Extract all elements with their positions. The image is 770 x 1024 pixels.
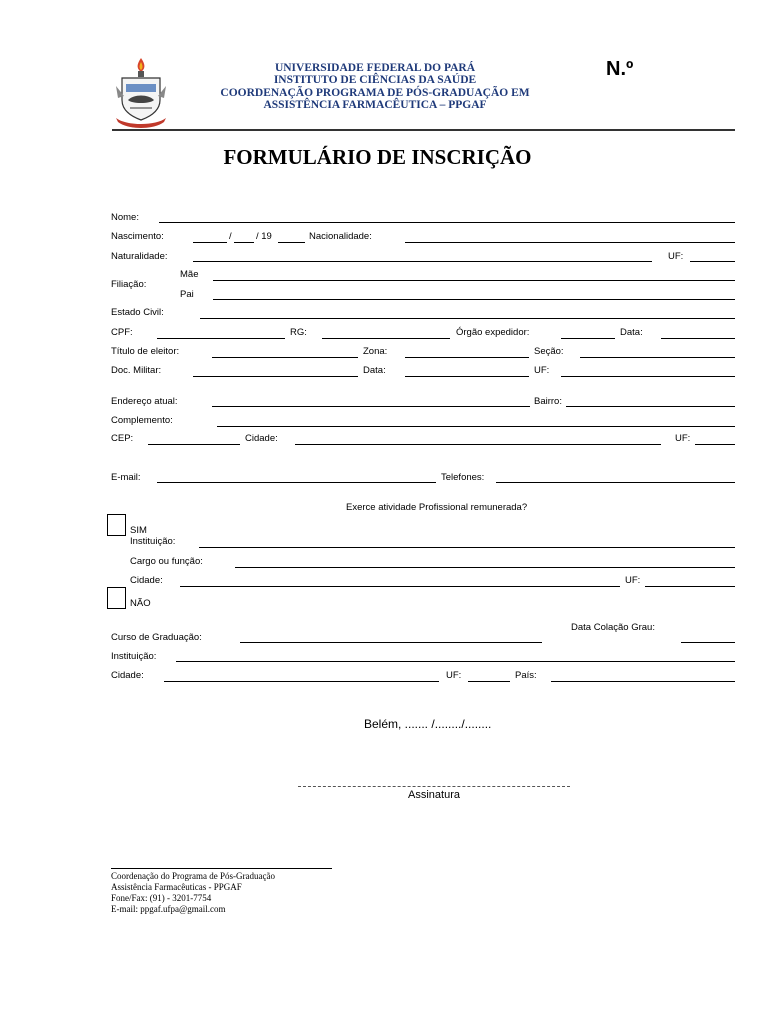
grad-uf-label: UF: — [446, 670, 462, 681]
university-logo — [112, 56, 170, 130]
nascimento-label: Nascimento: — [111, 231, 164, 242]
email-label: E-mail: — [111, 472, 141, 483]
doc-militar-label: Doc. Militar: — [111, 365, 162, 376]
emp-uf-field[interactable] — [645, 586, 735, 587]
form-number-label: N.º — [606, 58, 634, 80]
mae-label: Mãe — [180, 269, 199, 280]
doc-militar-uf-label: UF: — [534, 365, 550, 376]
pai-label: Pai — [180, 289, 194, 300]
employment-question: Exerce atividade Profissional remunerada? — [346, 502, 528, 513]
data-colacao-field[interactable] — [681, 642, 735, 643]
pai-field[interactable] — [213, 299, 735, 300]
nacionalidade-label: Nacionalidade: — [309, 231, 372, 242]
naturalidade-uf-label: UF: — [668, 251, 684, 262]
cidade-uf-field[interactable] — [695, 444, 735, 445]
birth-year-field[interactable] — [278, 242, 305, 243]
complemento-field[interactable] — [217, 426, 735, 427]
grad-uf-field[interactable] — [468, 681, 510, 682]
university-coat-of-arms-icon — [112, 56, 170, 130]
nome-label: Nome: — [111, 212, 139, 223]
date-separator: / — [229, 231, 232, 242]
birth-day-field[interactable] — [193, 242, 227, 243]
doc-militar-field[interactable] — [193, 376, 358, 377]
header-divider — [112, 129, 735, 131]
signature-line[interactable] — [298, 786, 570, 787]
zona-label: Zona: — [363, 346, 388, 357]
nacionalidade-field[interactable] — [405, 242, 735, 243]
estado-civil-field[interactable] — [200, 318, 735, 319]
orgao-expedidor-field[interactable] — [561, 338, 615, 339]
cep-label: CEP: — [111, 433, 134, 444]
secao-label: Seção: — [534, 346, 564, 357]
cpf-label: CPF: — [111, 327, 133, 338]
grad-cidade-label: Cidade: — [111, 670, 144, 681]
footer-coordination: Coordenação do Programa de Pós-Graduação — [111, 871, 275, 881]
email-field[interactable] — [157, 482, 436, 483]
rg-data-field[interactable] — [661, 338, 735, 339]
nome-field[interactable] — [159, 222, 735, 223]
titulo-eleitor-field[interactable] — [212, 357, 358, 358]
naturalidade-label: Naturalidade: — [111, 251, 168, 262]
secao-field[interactable] — [580, 357, 735, 358]
emp-uf-label: UF: — [625, 575, 641, 586]
cargo-field[interactable] — [235, 567, 735, 568]
endereco-label: Endereço atual: — [111, 396, 178, 407]
zona-field[interactable] — [405, 357, 529, 358]
birth-month-field[interactable] — [234, 242, 254, 243]
place-date: Belém, ....... /......../........ — [364, 717, 492, 731]
nao-checkbox[interactable] — [107, 587, 126, 609]
sim-checkbox[interactable] — [107, 514, 126, 536]
doc-militar-uf-field[interactable] — [561, 376, 735, 377]
cep-field[interactable] — [148, 444, 240, 445]
complemento-label: Complemento: — [111, 415, 173, 426]
orgao-expedidor-label: Órgão expedidor: — [456, 327, 530, 338]
cidade-label: Cidade: — [245, 433, 278, 444]
sim-label: SIM — [130, 525, 147, 536]
rg-field[interactable] — [322, 338, 450, 339]
grad-cidade-field[interactable] — [164, 681, 439, 682]
bairro-field[interactable] — [566, 406, 735, 407]
emp-instituicao-field[interactable] — [199, 547, 735, 548]
page-title: FORMULÁRIO DE INSCRIÇÃO — [223, 145, 532, 169]
mae-field[interactable] — [213, 280, 735, 281]
emp-cidade-label: Cidade: — [130, 575, 163, 586]
curso-graduacao-label: Curso de Graduação: — [111, 632, 202, 643]
nao-label: NÃO — [130, 598, 151, 609]
grad-instituicao-field[interactable] — [176, 661, 735, 662]
data-colacao-label: Data Colação Grau: — [571, 622, 655, 633]
header-university: UNIVERSIDADE FEDERAL DO PARÁ — [274, 62, 476, 74]
pais-field[interactable] — [551, 681, 735, 682]
cidade-uf-label: UF: — [675, 433, 691, 444]
telefones-field[interactable] — [496, 482, 735, 483]
rg-data-label: Data: — [620, 327, 643, 338]
cpf-field[interactable] — [157, 338, 285, 339]
doc-militar-data-label: Data: — [363, 365, 386, 376]
signature-label: Assinatura — [408, 789, 460, 801]
naturalidade-field[interactable] — [193, 261, 652, 262]
titulo-eleitor-label: Título de eleitor: — [111, 346, 180, 357]
cargo-label: Cargo ou função: — [130, 556, 203, 567]
date-year-prefix: / 19 — [256, 231, 272, 242]
header-institute: INSTITUTO DE CIÊNCIAS DA SAÚDE — [273, 74, 477, 86]
endereco-field[interactable] — [212, 406, 530, 407]
footer-phone: Fone/Fax: (91) - 3201-7754 — [111, 893, 212, 903]
filiacao-label: Filiação: — [111, 279, 147, 290]
curso-graduacao-field[interactable] — [240, 642, 542, 643]
header-coordination: COORDENAÇÃO PROGRAMA DE PÓS-GRADUAÇÃO EM — [220, 87, 530, 99]
naturalidade-uf-field[interactable] — [690, 261, 735, 262]
cidade-field[interactable] — [295, 444, 661, 445]
header-program: ASSISTÊNCIA FARMACÊUTICA – PPGAF — [263, 99, 487, 111]
estado-civil-label: Estado Civil: — [111, 307, 164, 318]
grad-instituicao-label: Instituição: — [111, 651, 157, 662]
rg-label: RG: — [290, 327, 307, 338]
footer-divider — [111, 868, 332, 869]
pais-label: País: — [515, 670, 537, 681]
telefones-label: Telefones: — [441, 472, 485, 483]
footer-email: E-mail: ppgaf.ufpa@gmail.com — [111, 904, 226, 914]
emp-cidade-field[interactable] — [180, 586, 620, 587]
bairro-label: Bairro: — [534, 396, 562, 407]
doc-militar-data-field[interactable] — [405, 376, 529, 377]
emp-instituicao-label: Instituição: — [130, 536, 176, 547]
footer-program: Assistência Farmacêuticas - PPGAF — [111, 882, 242, 892]
